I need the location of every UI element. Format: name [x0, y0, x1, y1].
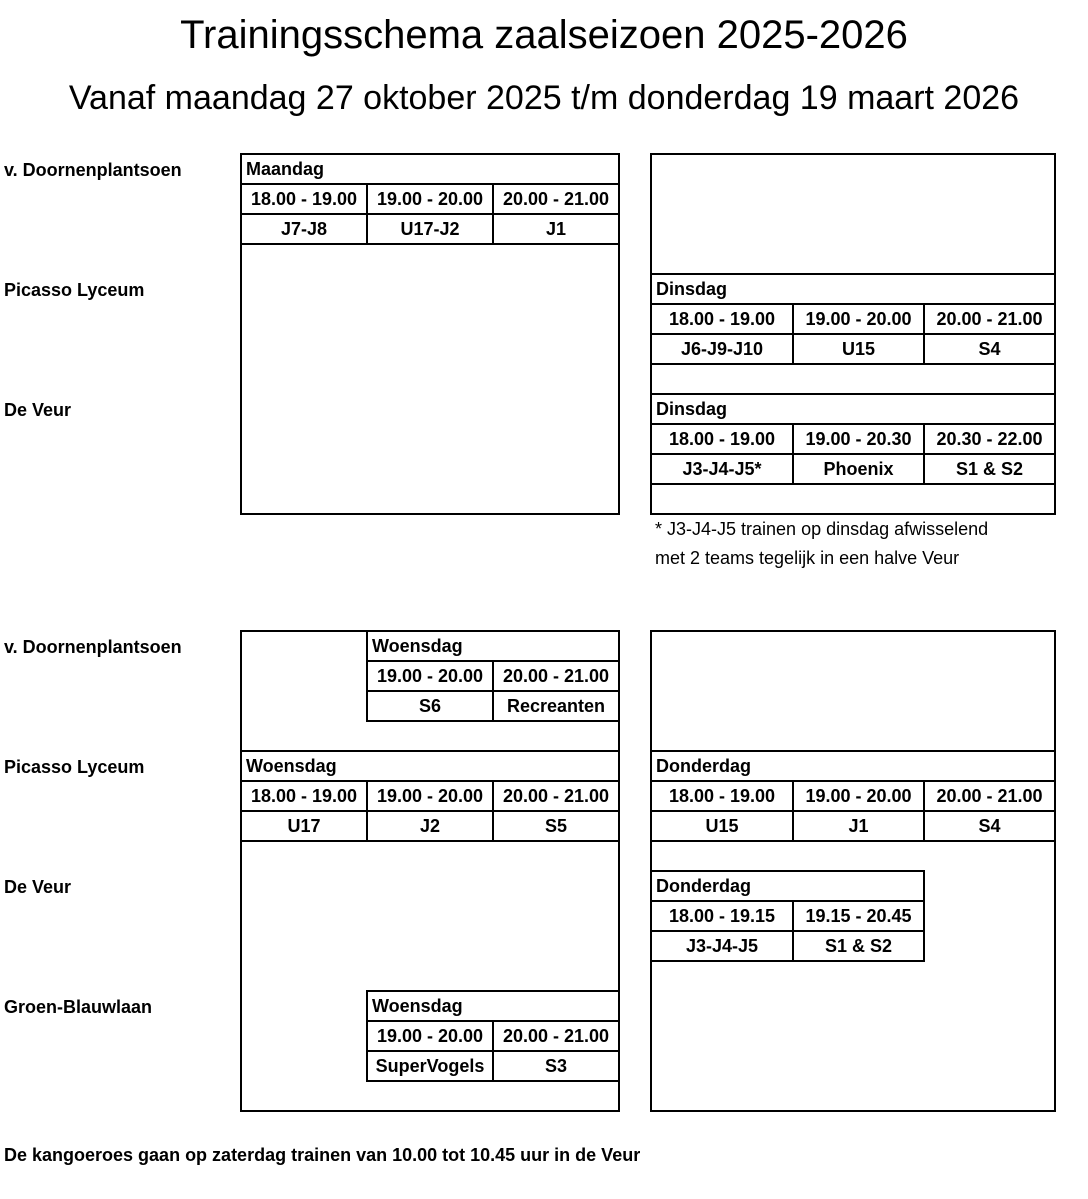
time-cell: 19.00 - 20.00 [805, 309, 912, 329]
time-cell: 19.00 - 20.00 [376, 666, 484, 686]
location-label: Picasso Lyceum [4, 280, 145, 300]
team-cell: J1 [848, 816, 869, 836]
time-cell: 20.00 - 21.00 [502, 189, 610, 209]
location-label: De Veur [4, 877, 72, 897]
team-cell: SuperVogels [375, 1056, 485, 1076]
time-cell: 18.00 - 19.00 [250, 189, 358, 209]
time-cell: 20.00 - 21.00 [936, 786, 1043, 806]
team-cell: Recreanten [506, 696, 606, 716]
footer-note: De kangoeroes gaan op zaterdag trainen van 10.00 tot 10.45 uur in de Veur [4, 1145, 641, 1165]
time-cell: 18.00 - 19.00 [668, 309, 776, 329]
time-cell: 18.00 - 19.00 [668, 429, 776, 449]
time-cell: 19.15 - 20.45 [805, 906, 912, 926]
time-cell: 20.00 - 21.00 [502, 666, 610, 686]
day-header-donderdag: Donderdag [656, 756, 752, 776]
team-cell: J3-J4-J5* [682, 459, 762, 479]
time-cell: 19.00 - 20.00 [376, 786, 484, 806]
team-cell: U17 [287, 816, 321, 836]
time-cell: 20.00 - 21.00 [936, 309, 1043, 329]
day-header-woensdag: Woensdag [372, 636, 463, 656]
time-cell: 19.00 - 20.00 [805, 786, 912, 806]
location-label: De Veur [4, 400, 72, 420]
time-cell: 20.30 - 22.00 [936, 429, 1043, 449]
team-cell: S4 [978, 816, 1001, 836]
time-cell: 18.00 - 19.00 [668, 786, 776, 806]
location-label: Groen-Blauwlaan [4, 997, 153, 1017]
team-cell: Phoenix [823, 459, 894, 479]
day-header-dinsdag: Dinsdag [656, 399, 728, 419]
day-header-maandag: Maandag [246, 159, 325, 179]
location-label: Picasso Lyceum [4, 757, 145, 777]
footnote-line: * J3-J4-J5 trainen op dinsdag afwisselend [655, 519, 989, 539]
time-cell: 18.00 - 19.00 [250, 786, 358, 806]
footnote-line: met 2 teams tegelijk in een halve Veur [655, 548, 960, 568]
day-header-dinsdag: Dinsdag [656, 279, 728, 299]
day-header-woensdag: Woensdag [372, 996, 463, 1016]
page-title: Trainingsschema zaalseizoen 2025-2026 [180, 13, 908, 57]
team-cell: S4 [978, 339, 1001, 359]
team-cell: U15 [705, 816, 739, 836]
team-cell: J7-J8 [280, 219, 328, 239]
page-subtitle: Vanaf maandag 27 oktober 2025 t/m donderdag 19 maart 2026 [68, 79, 1020, 117]
team-cell: J3-J4-J5 [685, 936, 759, 956]
time-cell: 19.00 - 20.00 [376, 1026, 484, 1046]
team-cell: J1 [545, 219, 567, 239]
time-cell: 18.00 - 19.15 [668, 906, 776, 926]
team-cell: J2 [419, 816, 441, 836]
team-cell: S5 [544, 816, 568, 836]
team-cell: S1 & S2 [955, 459, 1024, 479]
team-cell: U17-J2 [400, 219, 460, 239]
location-label: v. Doornenplantsoen [4, 160, 182, 180]
team-cell: S1 & S2 [824, 936, 893, 956]
team-cell: U15 [841, 339, 876, 359]
time-cell: 19.00 - 20.30 [805, 429, 912, 449]
time-cell: 19.00 - 20.00 [376, 189, 484, 209]
location-label: v. Doornenplantsoen [4, 637, 182, 657]
time-cell: 20.00 - 21.00 [502, 1026, 610, 1046]
team-cell: S6 [418, 696, 442, 716]
time-cell: 20.00 - 21.00 [502, 786, 610, 806]
day-header-woensdag: Woensdag [246, 756, 337, 776]
team-cell: J6-J9-J10 [680, 339, 764, 359]
day-header-donderdag: Donderdag [656, 876, 752, 896]
team-cell: S3 [544, 1056, 568, 1076]
